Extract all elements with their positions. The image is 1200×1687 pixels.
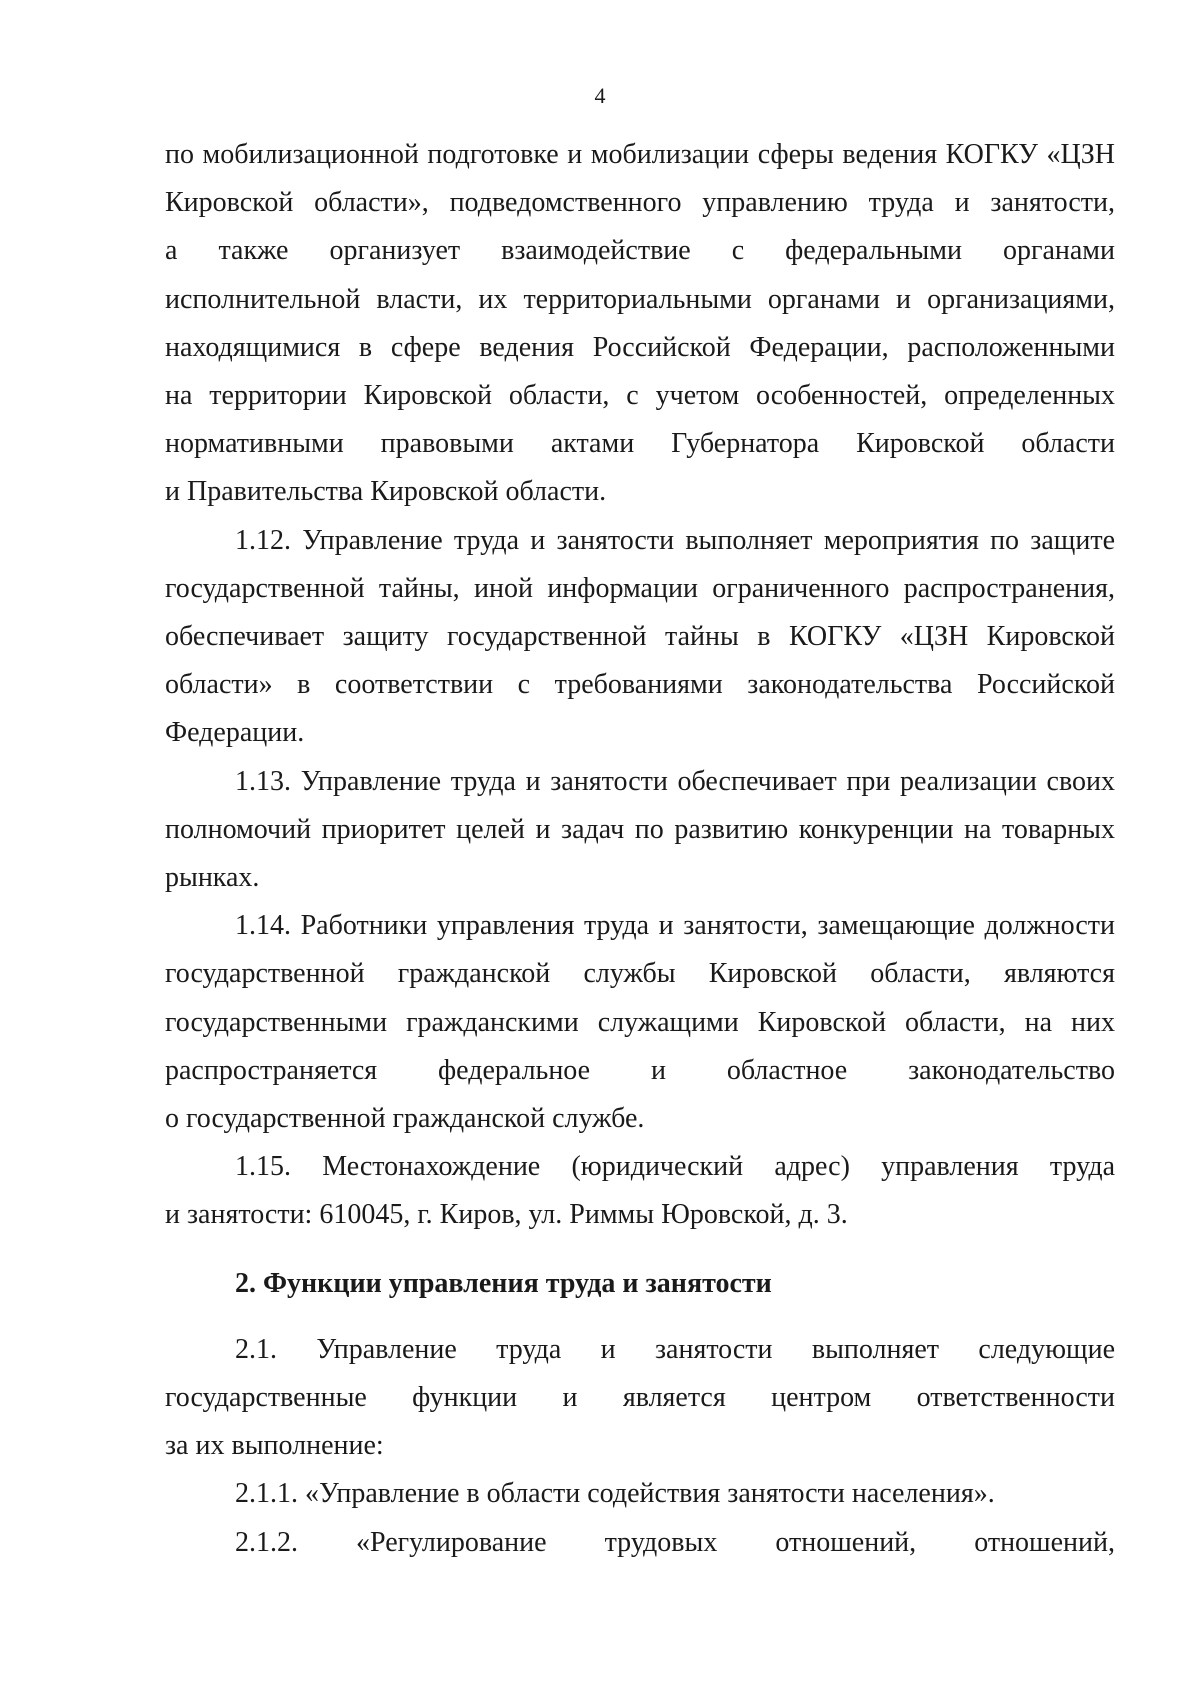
text-line: а также организует взаимодействие с федеральными органами [165, 235, 1115, 267]
text-line: распространяется федеральное и областное законодательство [165, 1054, 1115, 1086]
text-line: рынках. [165, 862, 260, 894]
text-line: 1.13. Управление труда и занятости обеспечивает при реализации своих [235, 765, 1115, 797]
text-line: 2.1.1. «Управление в области содействия занятости населения». [235, 1478, 995, 1510]
text-line: о государственной гражданской службе. [165, 1103, 645, 1135]
text-line: и Правительства Кировской области. [165, 476, 607, 508]
paragraph-1-12 [165, 517, 1115, 758]
paragraph-1-14 [165, 902, 1115, 1143]
text-line: за их выполнение: [165, 1430, 384, 1462]
paragraph-1-13 [165, 758, 1115, 903]
document-body [165, 131, 1115, 1567]
text-line: Кировской области», подведомственного управлению труда и занятости, [165, 187, 1115, 219]
text-line: 2.1. Управление труда и занятости выполняет следующие [235, 1333, 1115, 1365]
text-line: нормативными правовыми актами Губернатора Кировской области [165, 428, 1115, 460]
paragraph-2-1 [165, 1326, 1115, 1471]
text-line: государственной тайны, иной информации ограниченного распространения, [165, 572, 1115, 604]
text-line: на территории Кировской области, с учетом особенностей, определенных [165, 380, 1115, 412]
text-line: 1.15. Местонахождение (юридический адрес) управления труда [235, 1151, 1115, 1183]
text-line: Федерации. [165, 717, 305, 749]
text-line: 2.1.2. «Регулирование трудовых отношений, отношений, [235, 1526, 1115, 1558]
text-line: по мобилизационной подготовке и мобилизации сферы ведения КОГКУ «ЦЗН [165, 139, 1115, 170]
text-line: и занятости: 610045, г. Киров, ул. Риммы Юровской, д. 3. [165, 1199, 848, 1231]
text-line: находящимися в сфере ведения Российской Федерации, расположенными [165, 331, 1115, 363]
paragraph-1-15 [165, 1143, 1115, 1239]
text-line: обеспечивает защиту государственной тайны в КОГКУ «ЦЗН Кировской [165, 621, 1115, 653]
section-heading: 2. Функции управления труда и занятости [235, 1267, 772, 1299]
text-line: государственной гражданской службы Кировской области, являются [165, 958, 1115, 990]
text-line: 1.14. Работники управления труда и занятости, замещающие должности [235, 910, 1115, 942]
text-line: государственные функции и является центром ответственности [165, 1382, 1115, 1414]
paragraph-2-1-2 [165, 1519, 1115, 1567]
text-line: исполнительной власти, их территориальными органами и организациями, [165, 283, 1115, 315]
page-number: 4 [594, 83, 606, 108]
text-line: 1.12. Управление труда и занятости выполняет мероприятия по защите [235, 524, 1115, 556]
paragraph-2-1-1 [165, 1470, 1115, 1518]
text-line: полномочий приоритет целей и задач по развитию конкуренции на товарных [165, 813, 1115, 845]
text-line: области» в соответствии с требованиями законодательства Российской [165, 669, 1115, 701]
paragraph-mobilization [165, 131, 1115, 517]
text-line: государственными гражданскими служащими Кировской области, на них [165, 1006, 1115, 1038]
